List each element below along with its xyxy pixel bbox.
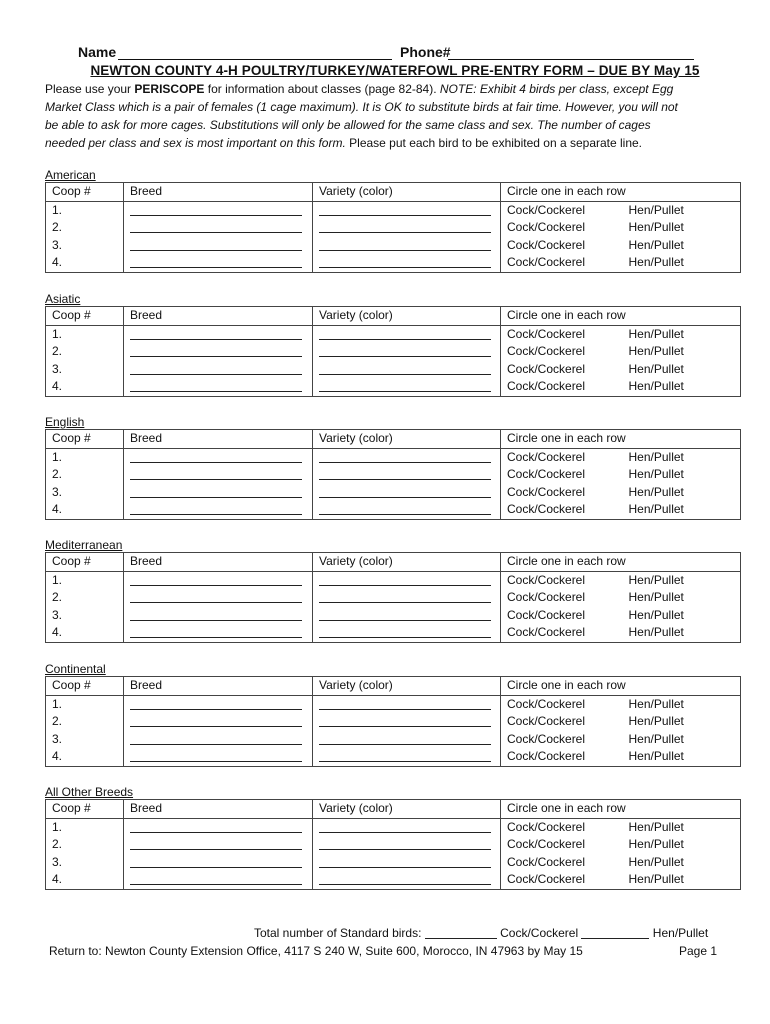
breed-input[interactable]	[130, 820, 302, 833]
variety-input[interactable]	[319, 820, 491, 833]
variety-cell	[313, 219, 501, 237]
cock-cockerel-option[interactable]: Cock/Cockerel	[501, 871, 625, 889]
section-all-other-breeds	[45, 785, 740, 890]
coop-number: 1.	[46, 818, 124, 836]
breed-cell	[124, 325, 313, 343]
table-header-row	[46, 677, 741, 696]
variety-header: Variety (color)	[313, 183, 501, 202]
variety-input[interactable]	[319, 872, 491, 885]
hen-pullet-option[interactable]: Hen/Pullet	[625, 343, 741, 361]
hen-pullet-option[interactable]: Hen/Pullet	[625, 466, 741, 484]
variety-cell	[313, 748, 501, 766]
coop-number: 1.	[46, 571, 124, 589]
hen-pullet-option[interactable]: Hen/Pullet	[625, 484, 741, 502]
breed-cell	[124, 871, 313, 889]
cock-cockerel-option[interactable]: Cock/Cockerel	[501, 836, 625, 854]
breed-input[interactable]	[130, 220, 302, 233]
variety-cell	[313, 254, 501, 272]
breed-header: Breed	[124, 307, 313, 326]
hen-pullet-option[interactable]: Hen/Pullet	[625, 695, 741, 713]
table-row	[46, 854, 741, 872]
variety-cell	[313, 484, 501, 502]
breed-cell	[124, 501, 313, 519]
variety-cell	[313, 713, 501, 731]
coop-number: 3.	[46, 484, 124, 502]
coop-header: Coop #	[46, 307, 124, 326]
variety-cell	[313, 607, 501, 625]
coop-number: 2.	[46, 219, 124, 237]
variety-cell	[313, 854, 501, 872]
table-row	[46, 607, 741, 625]
name-label: Name	[78, 44, 117, 60]
breed-input[interactable]	[130, 379, 302, 392]
coop-number: 2.	[46, 343, 124, 361]
cock-cockerel-option[interactable]: Cock/Cockerel	[501, 748, 625, 766]
variety-cell	[313, 343, 501, 361]
breed-cell	[124, 854, 313, 872]
cock-cockerel-option[interactable]: Cock/Cockerel	[501, 713, 625, 731]
variety-cell	[313, 361, 501, 379]
circle-header: Circle one in each row	[501, 800, 741, 819]
breed-cell	[124, 607, 313, 625]
breed-cell	[124, 361, 313, 379]
variety-input[interactable]	[319, 608, 491, 621]
breed-input[interactable]	[130, 344, 302, 357]
total-cock-field[interactable]	[425, 926, 497, 939]
instructions-line-2: Market Class which is a pair of females (1 cage maximum). It is OK to substitute birds at fair time. However, you will not	[45, 100, 678, 114]
breed-header: Breed	[124, 430, 313, 449]
breed-cell	[124, 484, 313, 502]
page-number: Page 1	[679, 944, 718, 958]
table-row	[46, 237, 741, 255]
table-row	[46, 219, 741, 237]
table-header-row	[46, 800, 741, 819]
table-row	[46, 343, 741, 361]
breed-cell	[124, 748, 313, 766]
total-label: Total number of Standard birds:	[254, 926, 425, 940]
table-row	[46, 713, 741, 731]
instructions-line-4: needed per class and sex is most important on this form. Please put each bird to be exhibited on a separate line.	[45, 136, 643, 150]
coop-header: Coop #	[46, 183, 124, 202]
breed-cell	[124, 378, 313, 396]
circle-header: Circle one in each row	[501, 553, 741, 572]
breed-input[interactable]	[130, 203, 302, 216]
hen-pullet-option[interactable]: Hen/Pullet	[625, 731, 741, 749]
coop-number: 3.	[46, 607, 124, 625]
form-title: NEWTON COUNTY 4-H POULTRY/TURKEY/WATERFOWL PRE-ENTRY FORM – DUE BY May 15	[90, 63, 700, 78]
hen-pullet-option[interactable]: Hen/Pullet	[625, 571, 741, 589]
breed-cell	[124, 219, 313, 237]
hen-pullet-option[interactable]: Hen/Pullet	[625, 325, 741, 343]
cock-cockerel-option[interactable]: Cock/Cockerel	[501, 361, 625, 379]
table-row	[46, 361, 741, 379]
breed-input[interactable]	[130, 502, 302, 515]
header-fields	[0, 44, 770, 62]
breed-input[interactable]	[130, 837, 302, 850]
variety-input[interactable]	[319, 220, 491, 233]
breed-input[interactable]	[130, 362, 302, 375]
breed-cell	[124, 624, 313, 642]
entry-table	[45, 552, 741, 643]
table-row	[46, 466, 741, 484]
table-row	[46, 501, 741, 519]
name-field[interactable]	[118, 59, 392, 60]
coop-number: 2.	[46, 589, 124, 607]
variety-cell	[313, 871, 501, 889]
variety-input[interactable]	[319, 379, 491, 392]
coop-number: 2.	[46, 713, 124, 731]
entry-table	[45, 799, 741, 890]
variety-cell	[313, 237, 501, 255]
table-header-row	[46, 553, 741, 572]
table-row	[46, 748, 741, 766]
entry-table	[45, 676, 741, 767]
variety-header: Variety (color)	[313, 553, 501, 572]
cock-cockerel-option[interactable]: Cock/Cockerel	[501, 695, 625, 713]
phone-field[interactable]	[448, 59, 694, 60]
coop-number: 4.	[46, 624, 124, 642]
variety-cell	[313, 695, 501, 713]
hen-pullet-option[interactable]: Hen/Pullet	[625, 871, 741, 889]
variety-input[interactable]	[319, 732, 491, 745]
variety-input[interactable]	[319, 467, 491, 480]
coop-number: 2.	[46, 836, 124, 854]
hen-pullet-option[interactable]: Hen/Pullet	[625, 219, 741, 237]
variety-input[interactable]	[319, 855, 491, 868]
hen-pullet-option[interactable]: Hen/Pullet	[625, 607, 741, 625]
cock-cockerel-option[interactable]: Cock/Cockerel	[501, 201, 625, 219]
table-row	[46, 731, 741, 749]
variety-input[interactable]	[319, 450, 491, 463]
breed-input[interactable]	[130, 450, 302, 463]
cock-cockerel-option[interactable]: Cock/Cockerel	[501, 501, 625, 519]
coop-number: 1.	[46, 325, 124, 343]
total-hen-field[interactable]	[581, 926, 649, 939]
coop-header: Coop #	[46, 677, 124, 696]
variety-input[interactable]	[319, 327, 491, 340]
instructions	[45, 80, 735, 152]
hen-pullet-option[interactable]: Hen/Pullet	[625, 818, 741, 836]
coop-number: 4.	[46, 871, 124, 889]
cock-cockerel-option[interactable]: Cock/Cockerel	[501, 607, 625, 625]
variety-cell	[313, 836, 501, 854]
table-header-row	[46, 307, 741, 326]
breed-input[interactable]	[130, 732, 302, 745]
variety-input[interactable]	[319, 502, 491, 515]
table-row	[46, 695, 741, 713]
cock-cockerel-option[interactable]: Cock/Cockerel	[501, 219, 625, 237]
breed-input[interactable]	[130, 697, 302, 710]
table-row	[46, 325, 741, 343]
instructions-line-1: Please use your PERISCOPE for information about classes (page 82-84). NOTE: Exhibit 4 birds per class, except Egg	[45, 82, 674, 96]
circle-header: Circle one in each row	[501, 677, 741, 696]
variety-cell	[313, 378, 501, 396]
breed-header: Breed	[124, 677, 313, 696]
table-row	[46, 624, 741, 642]
variety-cell	[313, 818, 501, 836]
cock-cockerel-option[interactable]: Cock/Cockerel	[501, 731, 625, 749]
table-row	[46, 448, 741, 466]
variety-input[interactable]	[319, 344, 491, 357]
coop-number: 1.	[46, 448, 124, 466]
variety-input[interactable]	[319, 714, 491, 727]
hen-pullet-option[interactable]: Hen/Pullet	[625, 624, 741, 642]
cock-cockerel-option[interactable]: Cock/Cockerel	[501, 854, 625, 872]
hen-pullet-option[interactable]: Hen/Pullet	[625, 201, 741, 219]
breed-input[interactable]	[130, 238, 302, 251]
variety-cell	[313, 624, 501, 642]
variety-cell	[313, 501, 501, 519]
breed-header: Breed	[124, 183, 313, 202]
section-english	[45, 415, 740, 520]
variety-input[interactable]	[319, 362, 491, 375]
table-row	[46, 254, 741, 272]
variety-input[interactable]	[319, 697, 491, 710]
variety-input[interactable]	[319, 573, 491, 586]
breed-header: Breed	[124, 800, 313, 819]
entry-table	[45, 182, 741, 273]
variety-input[interactable]	[319, 837, 491, 850]
breed-input[interactable]	[130, 749, 302, 762]
coop-number: 4.	[46, 378, 124, 396]
breed-input[interactable]	[130, 714, 302, 727]
breed-cell	[124, 448, 313, 466]
coop-number: 3.	[46, 237, 124, 255]
table-header-row	[46, 183, 741, 202]
table-row	[46, 378, 741, 396]
breed-cell	[124, 818, 313, 836]
cock-cockerel-option[interactable]: Cock/Cockerel	[501, 325, 625, 343]
variety-cell	[313, 589, 501, 607]
coop-number: 1.	[46, 201, 124, 219]
breed-input[interactable]	[130, 467, 302, 480]
variety-input[interactable]	[319, 203, 491, 216]
table-header-row	[46, 430, 741, 449]
breed-input[interactable]	[130, 625, 302, 638]
coop-header: Coop #	[46, 553, 124, 572]
section-asiatic	[45, 292, 740, 397]
breed-cell	[124, 254, 313, 272]
cock-cockerel-option[interactable]: Cock/Cockerel	[501, 378, 625, 396]
breed-cell	[124, 589, 313, 607]
breed-input[interactable]	[130, 855, 302, 868]
breed-input[interactable]	[130, 872, 302, 885]
section-american	[45, 168, 740, 273]
hen-pullet-option[interactable]: Hen/Pullet	[625, 254, 741, 272]
breed-input[interactable]	[130, 327, 302, 340]
variety-cell	[313, 466, 501, 484]
variety-header: Variety (color)	[313, 800, 501, 819]
hen-pullet-option[interactable]: Hen/Pullet	[625, 501, 741, 519]
variety-input[interactable]	[319, 238, 491, 251]
breed-cell	[124, 713, 313, 731]
cock-cockerel-option[interactable]: Cock/Cockerel	[501, 254, 625, 272]
breed-input[interactable]	[130, 608, 302, 621]
table-row	[46, 818, 741, 836]
entry-table	[45, 429, 741, 520]
table-row	[46, 589, 741, 607]
variety-cell	[313, 571, 501, 589]
variety-header: Variety (color)	[313, 677, 501, 696]
coop-number: 1.	[46, 695, 124, 713]
variety-cell	[313, 201, 501, 219]
hen-pullet-option[interactable]: Hen/Pullet	[625, 713, 741, 731]
breed-input[interactable]	[130, 485, 302, 498]
breed-input[interactable]	[130, 590, 302, 603]
table-row	[46, 836, 741, 854]
coop-number: 4.	[46, 748, 124, 766]
circle-header: Circle one in each row	[501, 307, 741, 326]
breed-cell	[124, 836, 313, 854]
total-birds-line	[254, 926, 708, 940]
cock-cockerel-option[interactable]: Cock/Cockerel	[501, 343, 625, 361]
total-hen-label: Hen/Pullet	[649, 926, 709, 940]
cock-cockerel-option[interactable]: Cock/Cockerel	[501, 484, 625, 502]
phone-label: Phone#	[400, 44, 451, 60]
coop-header: Coop #	[46, 430, 124, 449]
breed-cell	[124, 695, 313, 713]
coop-header: Coop #	[46, 800, 124, 819]
hen-pullet-option[interactable]: Hen/Pullet	[625, 836, 741, 854]
breed-cell	[124, 343, 313, 361]
variety-input[interactable]	[319, 255, 491, 268]
cock-cockerel-option[interactable]: Cock/Cockerel	[501, 589, 625, 607]
breed-input[interactable]	[130, 255, 302, 268]
circle-header: Circle one in each row	[501, 430, 741, 449]
section-label: Continental	[45, 662, 106, 676]
cock-cockerel-option[interactable]: Cock/Cockerel	[501, 466, 625, 484]
breed-cell	[124, 571, 313, 589]
section-label: English	[45, 415, 85, 429]
hen-pullet-option[interactable]: Hen/Pullet	[625, 448, 741, 466]
variety-cell	[313, 448, 501, 466]
breed-header: Breed	[124, 553, 313, 572]
section-label: All Other Breeds	[45, 785, 134, 799]
coop-number: 3.	[46, 361, 124, 379]
variety-input[interactable]	[319, 590, 491, 603]
section-mediterranean	[45, 538, 740, 643]
cock-cockerel-option[interactable]: Cock/Cockerel	[501, 237, 625, 255]
coop-number: 4.	[46, 254, 124, 272]
variety-input[interactable]	[319, 625, 491, 638]
section-label: American	[45, 168, 96, 182]
coop-number: 3.	[46, 731, 124, 749]
cock-cockerel-option[interactable]: Cock/Cockerel	[501, 448, 625, 466]
hen-pullet-option[interactable]: Hen/Pullet	[625, 748, 741, 766]
entry-table	[45, 306, 741, 397]
cock-cockerel-option[interactable]: Cock/Cockerel	[501, 818, 625, 836]
breed-cell	[124, 237, 313, 255]
total-cock-label: Cock/Cockerel	[496, 926, 582, 940]
hen-pullet-option[interactable]: Hen/Pullet	[625, 589, 741, 607]
coop-number: 4.	[46, 501, 124, 519]
instructions-line-3: be able to ask for more cages. Substitutions will only be allowed for the same class and sex. The number of cages	[45, 118, 651, 132]
breed-cell	[124, 731, 313, 749]
cock-cockerel-option[interactable]: Cock/Cockerel	[501, 571, 625, 589]
section-continental	[45, 662, 740, 767]
variety-cell	[313, 731, 501, 749]
table-row	[46, 571, 741, 589]
hen-pullet-option[interactable]: Hen/Pullet	[625, 854, 741, 872]
variety-input[interactable]	[319, 485, 491, 498]
variety-header: Variety (color)	[313, 430, 501, 449]
variety-header: Variety (color)	[313, 307, 501, 326]
circle-header: Circle one in each row	[501, 183, 741, 202]
variety-cell	[313, 325, 501, 343]
table-row	[46, 484, 741, 502]
table-row	[46, 871, 741, 889]
hen-pullet-option[interactable]: Hen/Pullet	[625, 237, 741, 255]
hen-pullet-option[interactable]: Hen/Pullet	[625, 378, 741, 396]
section-label: Mediterranean	[45, 538, 123, 552]
coop-number: 2.	[46, 466, 124, 484]
coop-number: 3.	[46, 854, 124, 872]
variety-input[interactable]	[319, 749, 491, 762]
breed-input[interactable]	[130, 573, 302, 586]
breed-cell	[124, 466, 313, 484]
return-address: Return to: Newton County Extension Office, 4117 S 240 W, Suite 600, Morocco, IN 47963 by May 15	[49, 944, 583, 958]
section-label: Asiatic	[45, 292, 81, 306]
cock-cockerel-option[interactable]: Cock/Cockerel	[501, 624, 625, 642]
breed-cell	[124, 201, 313, 219]
table-row	[46, 201, 741, 219]
hen-pullet-option[interactable]: Hen/Pullet	[625, 361, 741, 379]
